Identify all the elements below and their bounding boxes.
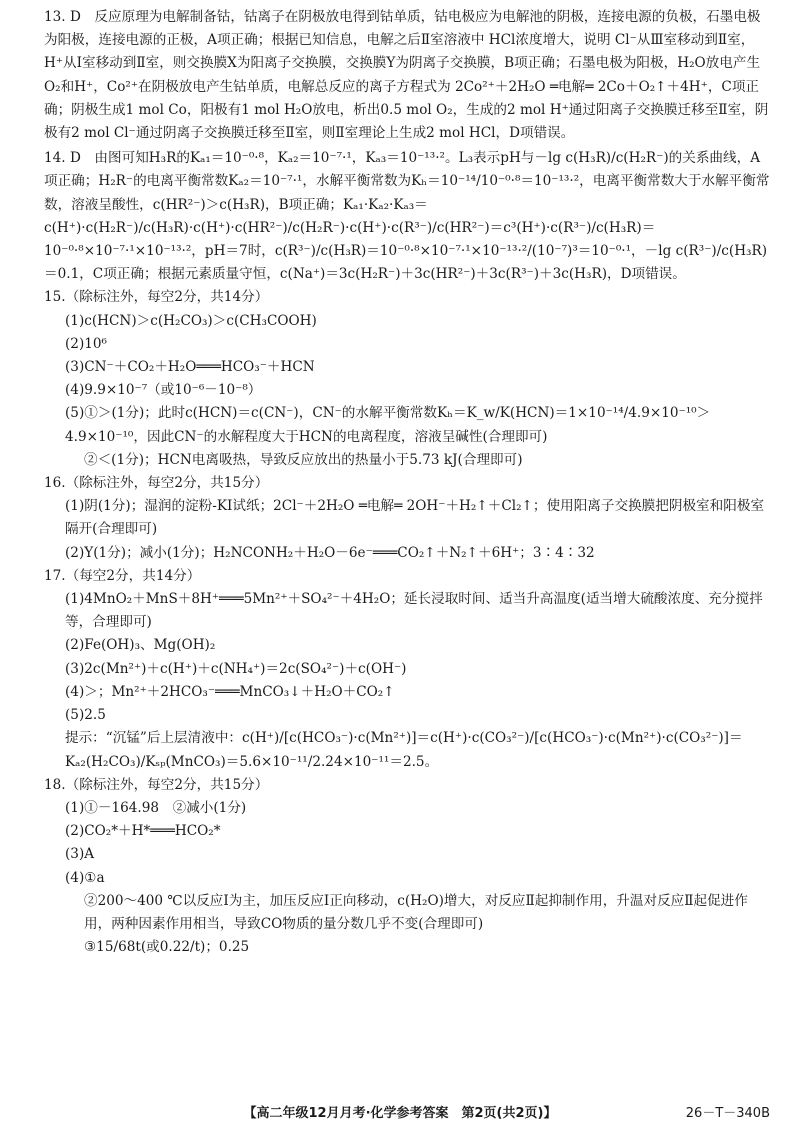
question-17 — [44, 565, 772, 774]
page-footer — [0, 1102, 800, 1126]
q15-part5b: ②＜(1分)；HCN电离吸热，导致反应放出的热量小于5.73 kJ(合理即可) — [84, 451, 523, 468]
question-18 — [44, 774, 772, 960]
q16-part2: (2)Y(1分)；减小(1分)；H₂NCONH₂＋H₂O－6e⁻═══CO₂↑＋N₂↑＋6H⁺；3∶4∶32 — [65, 544, 595, 561]
q17-header: 17.（每空2分，共14分） — [44, 567, 201, 584]
q17-part1: (1)4MnO₂＋MnS＋8H⁺═══5Mn²⁺＋SO₄²⁻＋4H₂O；延长浸取时间、适当升高温度(适当增大硫酸浓度、充分搅拌等，合理即可) — [65, 591, 763, 631]
footer-title: 【高二年级12月月考·化学参考答案 第2页(共2页)】 — [243, 1106, 557, 1121]
q18-header: 18.（除标注外，每空2分，共15分） — [44, 776, 269, 793]
q17-part5: (5)2.5 — [65, 707, 106, 724]
q15-part3: (3)CN⁻＋CO₂＋H₂O═══HCO₃⁻＋HCN — [65, 359, 315, 376]
q17-part4: (4)＞；Mn²⁺＋2HCO₃⁻═══MnCO₃↓＋H₂O＋CO₂↑ — [65, 683, 395, 700]
q18-part4c: ③15/68t(或0.22/t)；0.25 — [84, 939, 250, 956]
q15-part4: (4)9.9×10⁻⁷（或10⁻⁶－10⁻⁸） — [65, 382, 262, 399]
q16-header: 16.（除标注外，每空2分，共15分） — [44, 475, 269, 492]
q17-part2: (2)Fe(OH)₃、Mg(OH)₂ — [65, 637, 216, 654]
question-13 — [44, 6, 772, 145]
question-14 — [44, 147, 772, 286]
q18-part4b: ②200～400 ℃以反应Ⅰ为主，加压反应Ⅰ正向移动，c(H₂O)增大，对反应Ⅱ起抑制作用，升温对反应Ⅱ起促进作用，两种因素作用相当，导致CO物质的量分数几乎不变(合理即可) — [84, 892, 748, 932]
q15-part2: (2)10⁶ — [65, 335, 108, 352]
q18-part1: (1)①－164.98 ②减小(1分) — [65, 799, 247, 816]
q14-text: 14. D 由图可知H₃R的Kₐ₁＝10⁻⁰·⁸，Kₐ₂＝10⁻⁷·¹，Kₐ₃＝10⁻¹³·²。L₃表示pH与－lg c(H₃R)/c(H₂R⁻)的关系曲线，A项正确；H₂R⁻的电离平衡常数Kₐ₂＝10⁻⁷·¹，水解平衡常数为Kₕ＝10⁻¹⁴/10⁻⁰·⁸＝10⁻¹³·²，电离平衡常数大于水解平衡常数，溶液呈酸性，c(HR²⁻)＞c(H₃R)，B项正确；Kₐ₁·Kₐ₂·Kₐ₃＝c(H⁺)·c(H₂R⁻)/c(H₃R)·c(H⁺)·c(HR²⁻)/c(H₂R⁻)·c(H⁺)·c(R³⁻)/c(HR²⁻)＝c³(H⁺)·c(R³⁻)/c(H₃R)＝10⁻⁰·⁸×10⁻⁷·¹×10⁻¹³·²，pH＝7时，c(R³⁻)/c(H₃R)＝10⁻⁰·⁸×10⁻⁷·¹×10⁻¹³·²/(10⁻⁷)³＝10⁻⁰·¹，－lg c(R³⁻)/c(H₃R)＝0.1，C项正确；根据元素质量守恒，c(Na⁺)＝3c(H₂R⁻)＋3c(HR²⁻)＋3c(R³⁻)＋3c(H₃R)，D项错误。 — [44, 150, 770, 283]
question-16 — [44, 472, 772, 565]
footer-code: 26－T－340B — [685, 1106, 770, 1121]
q18-part2: (2)CO₂*＋H*═══HCO₂* — [65, 823, 221, 840]
q15-part5a: (5)①＞(1分)；此时c(HCN)＝c(CN⁻)，CN⁻的水解平衡常数Kₕ＝K_w/K(HCN)＝1×10⁻¹⁴/4.9×10⁻¹⁰＞4.9×10⁻¹⁰，因此CN⁻的水解程度大于HCN的电离程度，溶液呈碱性(合理即可) — [65, 405, 711, 445]
q17-hint: 提示：“沉锰”后上层清液中：c(H⁺)/[c(HCO₃⁻)·c(Mn²⁺)]＝c(H⁺)·c(CO₃²⁻)/[c(HCO₃⁻)·c(Mn²⁺)·c(CO₃²⁻)]＝Kₐ₂(H₂CO₃)/Kₛₚ(MnCO₃)＝5.6×10⁻¹¹/2.24×10⁻¹¹＝2.5。 — [65, 730, 743, 770]
q15-part1: (1)c(HCN)＞c(H₂CO₃)＞c(CH₃COOH) — [65, 312, 317, 329]
q16-part1: (1)阴(1分)；湿润的淀粉-KI试纸；2Cl⁻＋2H₂O ═电解═ 2OH⁻＋H₂↑＋Cl₂↑；使用阳离子交换膜把阴极室和阳极室隔开(合理即可) — [65, 498, 765, 538]
question-15 — [44, 286, 772, 472]
q18-part3: (3)A — [65, 846, 95, 863]
q17-part3: (3)2c(Mn²⁺)＋c(H⁺)＋c(NH₄⁺)＝2c(SO₄²⁻)＋c(OH⁻) — [65, 660, 407, 677]
q18-part4: (4)①a — [65, 869, 105, 886]
q13-text: 13. D 反应原理为电解制备钴，钴离子在阴极放电得到钴单质，钴电极应为电解池的阴极，连接电源的负极，石墨电极为阳极，连接电源的正极，A项正确；根据已知信息，电解之后Ⅱ室溶液中 HCl浓度增大，说明 Cl⁻从Ⅲ室移动到Ⅱ室，H⁺从Ⅰ室移动到Ⅱ室，则交换膜X为阳离子交换膜，交换膜Y为阴离子交换膜，B项正确；石墨电极为阳极，H₂O放电产生O₂和H⁺，Co²⁺在阴极放电产生钴单质，电解总反应的离子方程式为 2Co²⁺＋2H₂O ═电解═ 2Co＋O₂↑＋4H⁺，C项正确；阴极生成1 mol Co，阳极有1 mol H₂O放电，析出0.5 mol O₂，生成的2 mol H⁺通过阳离子交换膜迁移至Ⅱ室，阴极有2 mol Cl⁻通过阴离子交换膜迁移至Ⅱ室，则Ⅱ室理论上生成2 mol HCl，D项错误。 — [44, 9, 769, 142]
q15-header: 15.（除标注外，每空2分，共14分） — [44, 289, 269, 306]
